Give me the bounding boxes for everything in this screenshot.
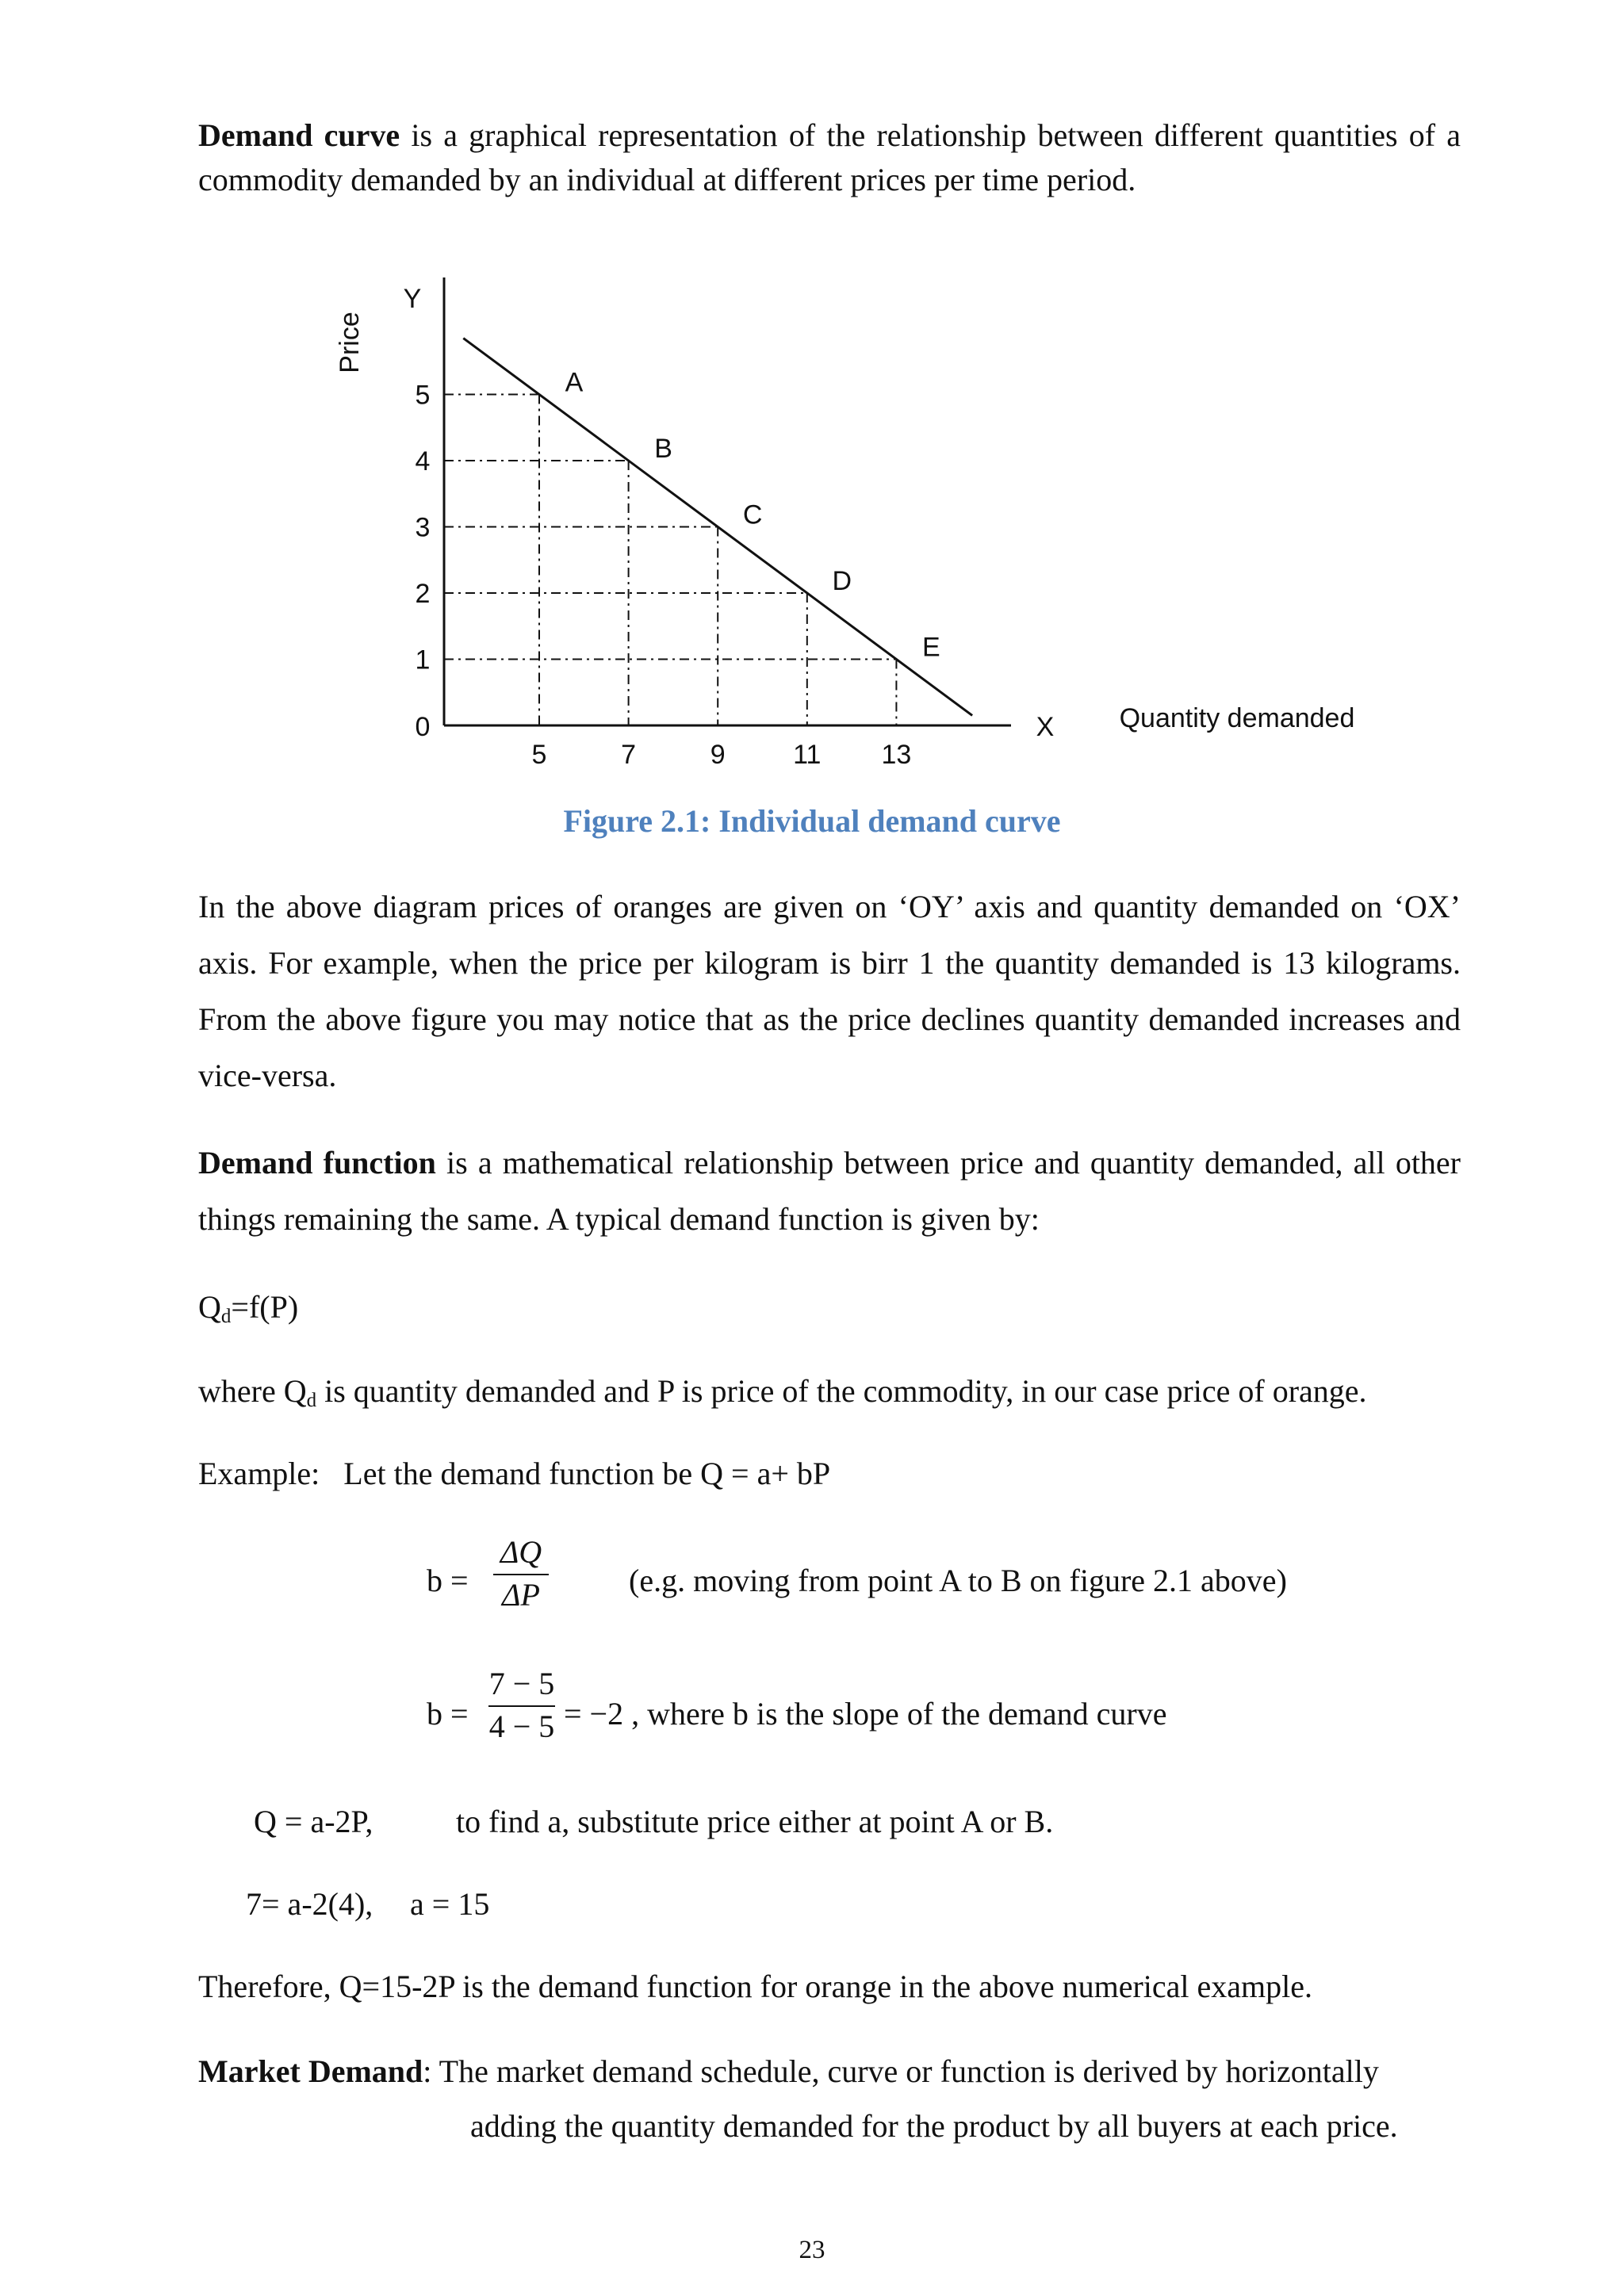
formula-sub: d	[220, 1306, 232, 1327]
y-axis-title: Price	[335, 312, 365, 373]
b-calc-fraction	[488, 1666, 555, 1745]
q-note: to find a, substitute price either at point A or B.	[456, 1804, 1054, 1839]
term-demand-function: Demand function	[198, 1145, 436, 1181]
example-line: Example: Let the demand function be Q = a+ bP	[198, 1456, 831, 1491]
a-equation: 7= a-2(4),	[246, 1886, 373, 1922]
x-tick-label: 5	[531, 740, 547, 769]
q-equation: Q = a-2P,	[254, 1804, 373, 1839]
point-label-c: C	[742, 499, 763, 530]
b-def-lhs: b =	[427, 1563, 469, 1598]
where-pre: where Q	[198, 1373, 307, 1409]
x-tick-label: 9	[710, 740, 726, 769]
x-tick-label: 13	[881, 740, 912, 769]
where-sub: d	[306, 1390, 317, 1411]
x-axis-letter: X	[1036, 712, 1055, 742]
y-tick-label: 4	[415, 446, 431, 476]
b-def-denominator: ΔP	[502, 1577, 540, 1613]
point-label-d: D	[832, 566, 852, 596]
intro-paragraph	[198, 113, 1461, 202]
where-post: is quantity demanded and P is price of the commodity, in our case price of orange.	[316, 1373, 1367, 1409]
formula-q: Q	[198, 1289, 221, 1325]
b-calc-numerator: 7 − 5	[488, 1666, 555, 1701]
b-calc-denominator: 4 − 5	[488, 1709, 555, 1744]
y-tick-label: 2	[415, 579, 431, 609]
formula-rest: =f(P)	[231, 1289, 299, 1325]
intro-text: is a graphical representation of the relationship between different quantities of a commodity demanded by an individual at different prices per time period.	[198, 117, 1461, 197]
page-number: 23	[799, 2236, 825, 2264]
fraction-bar	[488, 1705, 555, 1707]
fraction-bar	[493, 1574, 549, 1575]
x-axis-title: Quantity demanded	[1119, 703, 1355, 733]
x-tick-label: 7	[621, 740, 637, 769]
y-tick-label: 3	[415, 512, 431, 543]
b-calc-lhs: b =	[427, 1696, 469, 1732]
b-def-fraction	[493, 1534, 549, 1613]
point-label-e: E	[922, 632, 940, 663]
demand-function-text: is a mathematical relationship between price and quantity demanded, all other things remaining the same. A typical demand function is given by:	[198, 1145, 1461, 1237]
origin-label: 0	[415, 712, 431, 742]
paragraph-explanation: In the above diagram prices of oranges are given on ‘OY’ axis and quantity demanded on ‘OX’ axis. For example, when the price per kilogram is birr 1 the quantity demanded is 13 kilograms. From the above figure you may notice that as the price declines quantity demanded increases and vice-versa.	[198, 889, 1461, 1093]
therefore-line: Therefore, Q=15-2P is the demand function for orange in the above numerical example.	[198, 1969, 1313, 2004]
x-tick-label: 11	[793, 740, 822, 769]
term-market-demand: Market Demand	[198, 2053, 423, 2089]
point-label-a: A	[565, 367, 584, 398]
b-calc-rest: = −2 , where b is the slope of the demand curve	[564, 1696, 1167, 1732]
demand-function-paragraph	[198, 1135, 1461, 1247]
y-axis-letter: Y	[403, 284, 422, 314]
b-def-numerator: ΔQ	[500, 1534, 542, 1570]
market-demand-line1	[198, 2053, 1379, 2091]
point-label-b: B	[654, 434, 672, 464]
where-line	[198, 1372, 1367, 1410]
market-demand-text1: : The market demand schedule, curve or function is derived by horizontally	[423, 2053, 1379, 2089]
a-result: a = 15	[410, 1886, 490, 1922]
formula-qd	[198, 1288, 298, 1326]
term-demand-curve: Demand curve	[198, 117, 400, 153]
y-tick-label: 1	[415, 645, 431, 675]
market-demand-line2: adding the quantity demanded for the product by all buyers at each price.	[470, 2108, 1398, 2144]
figure-caption: Figure 2.1: Individual demand curve	[563, 803, 1061, 839]
demand-curve-chart	[0, 254, 1624, 769]
y-tick-label: 5	[415, 380, 431, 411]
b-def-note: (e.g. moving from point A to B on figure 2.1 above)	[629, 1563, 1287, 1598]
